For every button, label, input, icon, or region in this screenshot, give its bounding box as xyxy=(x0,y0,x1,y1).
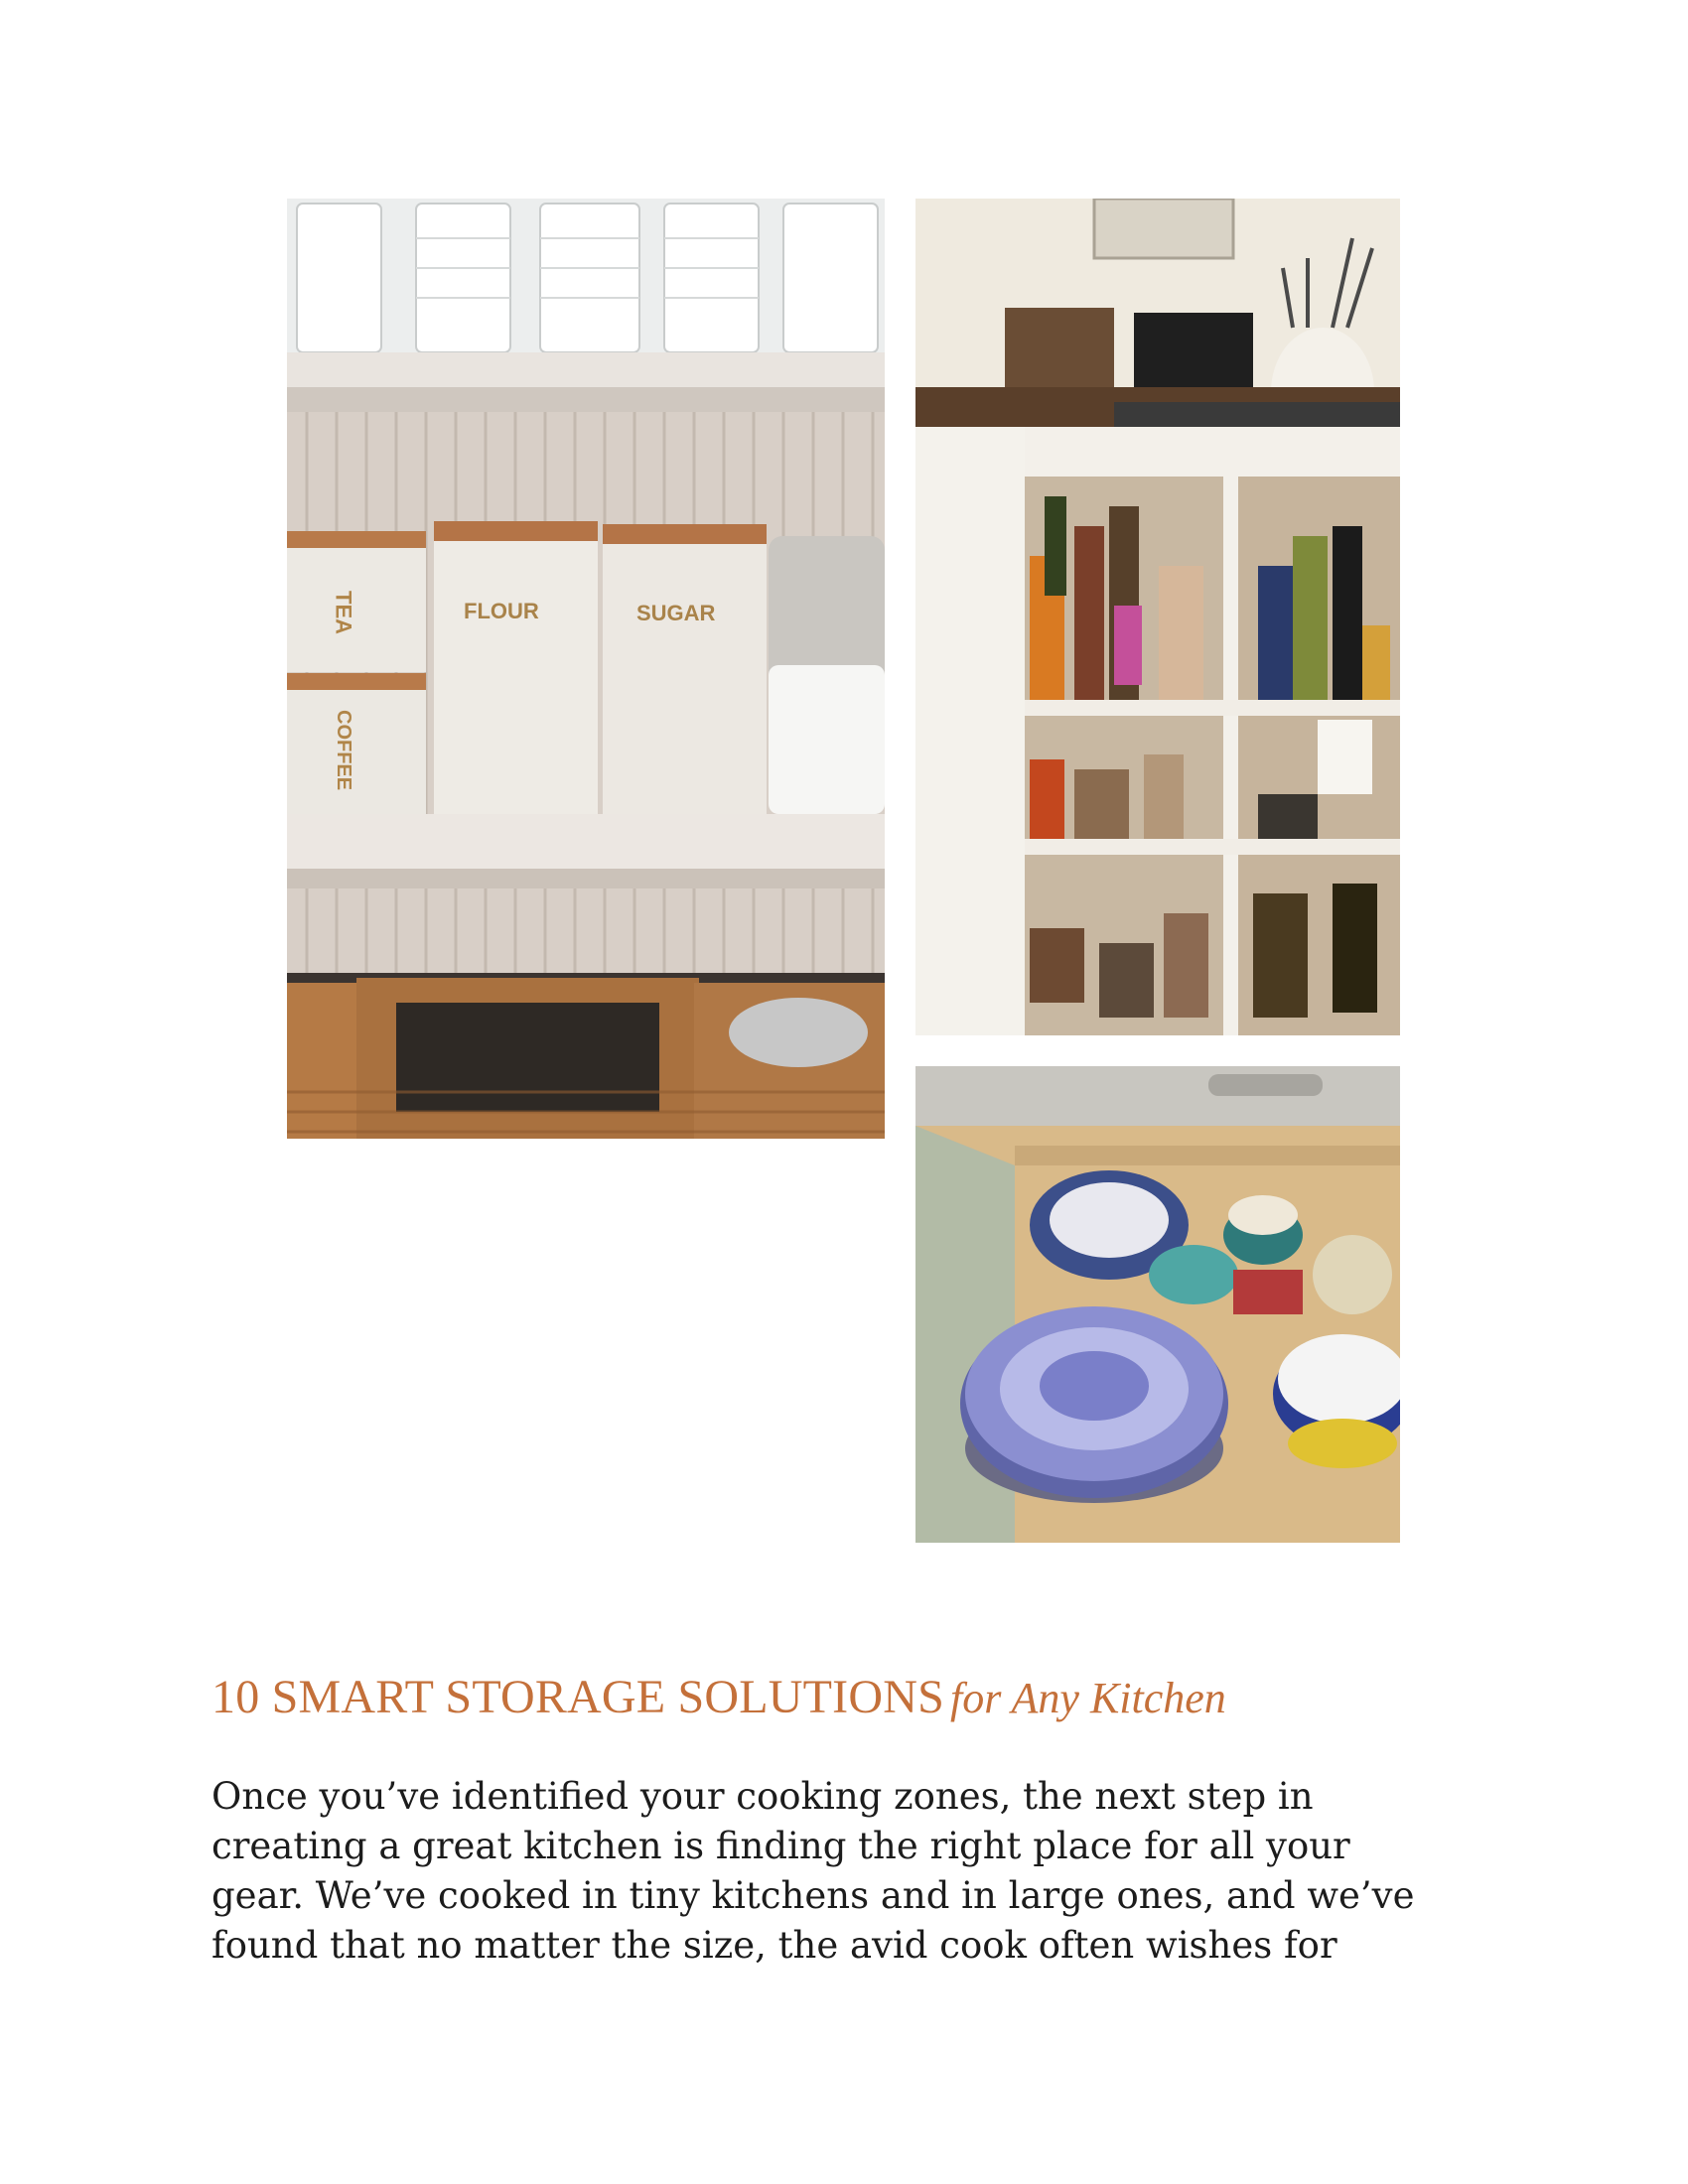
tea-label: TEA xyxy=(331,591,356,634)
paragraph-line: Once you’ve identified your cooking zones, the next step in xyxy=(211,1775,1314,1818)
flour-label: FLOUR xyxy=(464,599,539,623)
intro-paragraph xyxy=(211,1772,1492,1971)
pantry-shelves-photo xyxy=(915,199,1400,1035)
paragraph-line: gear. We’ve cooked in tiny kitchens and in large ones, and we’ve xyxy=(211,1874,1415,1917)
section-heading xyxy=(211,1668,1502,1728)
heading-subtitle: for Any Kitchen xyxy=(949,1674,1226,1722)
coffee-label: COFFEE xyxy=(333,710,354,791)
dish-drawer-photo xyxy=(915,1066,1400,1543)
sugar-label: SUGAR xyxy=(636,601,716,625)
heading-main: 10 SMART STORAGE SOLUTIONS xyxy=(211,1671,944,1723)
paragraph-line: found that no matter the size, the avid cook often wishes for xyxy=(211,1924,1337,1967)
paragraph-line: creating a great kitchen is finding the right place for all your xyxy=(211,1825,1350,1867)
shelf-canisters-photo xyxy=(287,199,885,1139)
